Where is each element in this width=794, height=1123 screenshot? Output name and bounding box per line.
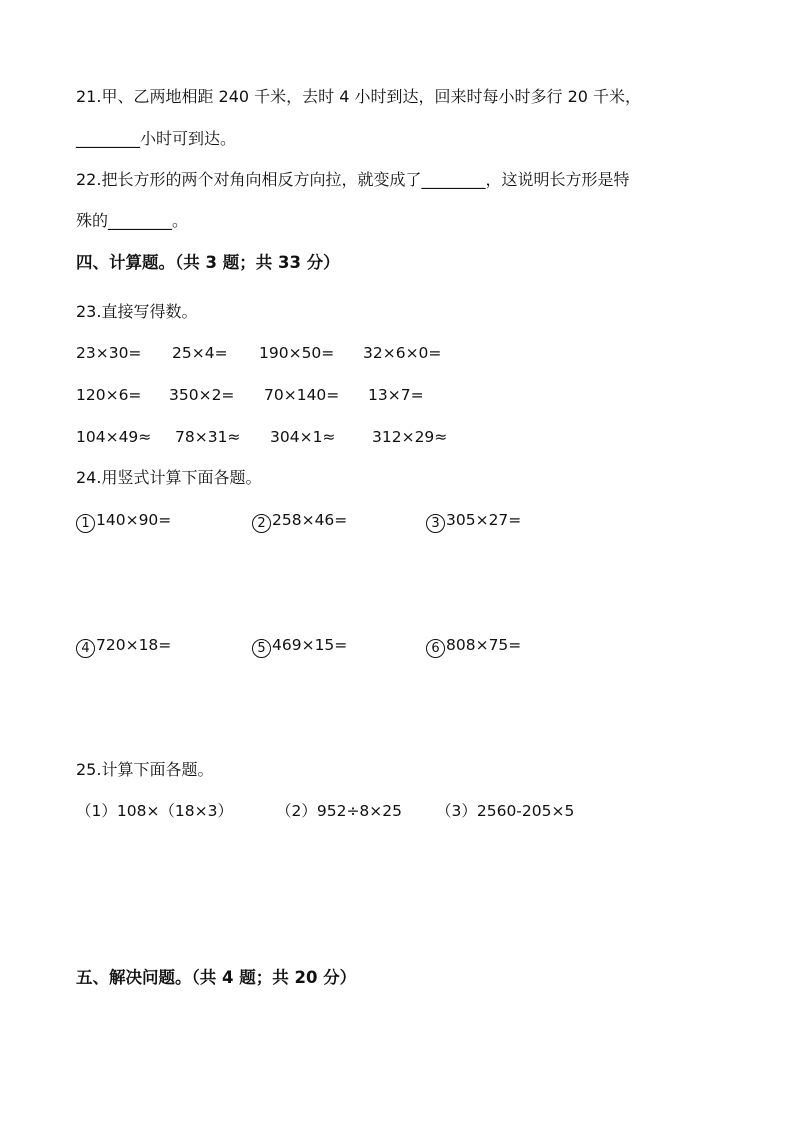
section5-heading: 五、解决问题。（共 4 题；共 20 分） <box>76 968 357 987</box>
q24-item-1-expr: 140×90= <box>96 511 172 529</box>
q23-r1-c3: 190×50= <box>259 344 335 362</box>
circled-number-icon: 1 <box>76 514 95 533</box>
circled-number-icon: 5 <box>252 639 271 658</box>
q24-item-6-expr: 808×75= <box>446 636 522 654</box>
q24-item-2-expr: 258×46= <box>272 511 348 529</box>
circled-number-icon: 2 <box>252 514 271 533</box>
q21-line2: ________小时可到达。 <box>76 129 237 148</box>
q24-item-6 <box>426 634 521 658</box>
q21-line1: 21.甲、乙两地相距 240 千米，去时 4 小时到达，回来时每小时多行 20 千米， <box>76 87 642 106</box>
q24-item-5-expr: 469×15= <box>272 636 348 654</box>
q23-r1-c1: 23×30= <box>76 344 142 362</box>
q23-r3-c1: 104×49≈ <box>76 428 152 446</box>
q22-line2: 殊的________。 <box>76 211 189 230</box>
q24-item-3 <box>426 509 521 533</box>
q24-item-1 <box>76 509 171 533</box>
q25-title: 25.计算下面各题。 <box>76 760 214 779</box>
q24-item-5 <box>252 634 347 658</box>
q23-r1-c4: 32×6×0= <box>363 344 442 362</box>
circled-number-icon: 6 <box>426 639 445 658</box>
q24-item-3-expr: 305×27= <box>446 511 522 529</box>
q23-r3-c4: 312×29≈ <box>372 428 448 446</box>
q22-line1: 22.把长方形的两个对角向相反方向拉，就变成了________，这说明长方形是特 <box>76 170 630 189</box>
q23-title: 23.直接写得数。 <box>76 302 198 321</box>
q23-r2-c2: 350×2= <box>169 386 235 404</box>
circled-number-icon: 4 <box>76 639 95 658</box>
q24-item-2 <box>252 509 347 533</box>
q23-r2-c4: 13×7= <box>368 386 424 404</box>
circled-number-icon: 3 <box>426 514 445 533</box>
q25-item-3: （3）2560-205×5 <box>436 802 575 820</box>
section4-heading: 四、计算题。（共 3 题；共 33 分） <box>76 253 340 272</box>
q23-r1-c2: 25×4= <box>172 344 228 362</box>
q24-item-4 <box>76 634 171 658</box>
q23-r3-c2: 78×31≈ <box>175 428 241 446</box>
q23-r3-c3: 304×1≈ <box>270 428 336 446</box>
q23-r2-c3: 70×140= <box>264 386 340 404</box>
q24-title: 24.用竖式计算下面各题。 <box>76 468 262 487</box>
q23-r2-c1: 120×6= <box>76 386 142 404</box>
q25-item-2: （2）952÷8×25 <box>276 802 403 820</box>
q24-item-4-expr: 720×18= <box>96 636 172 654</box>
q25-item-1: （1）108×（18×3） <box>76 802 234 820</box>
